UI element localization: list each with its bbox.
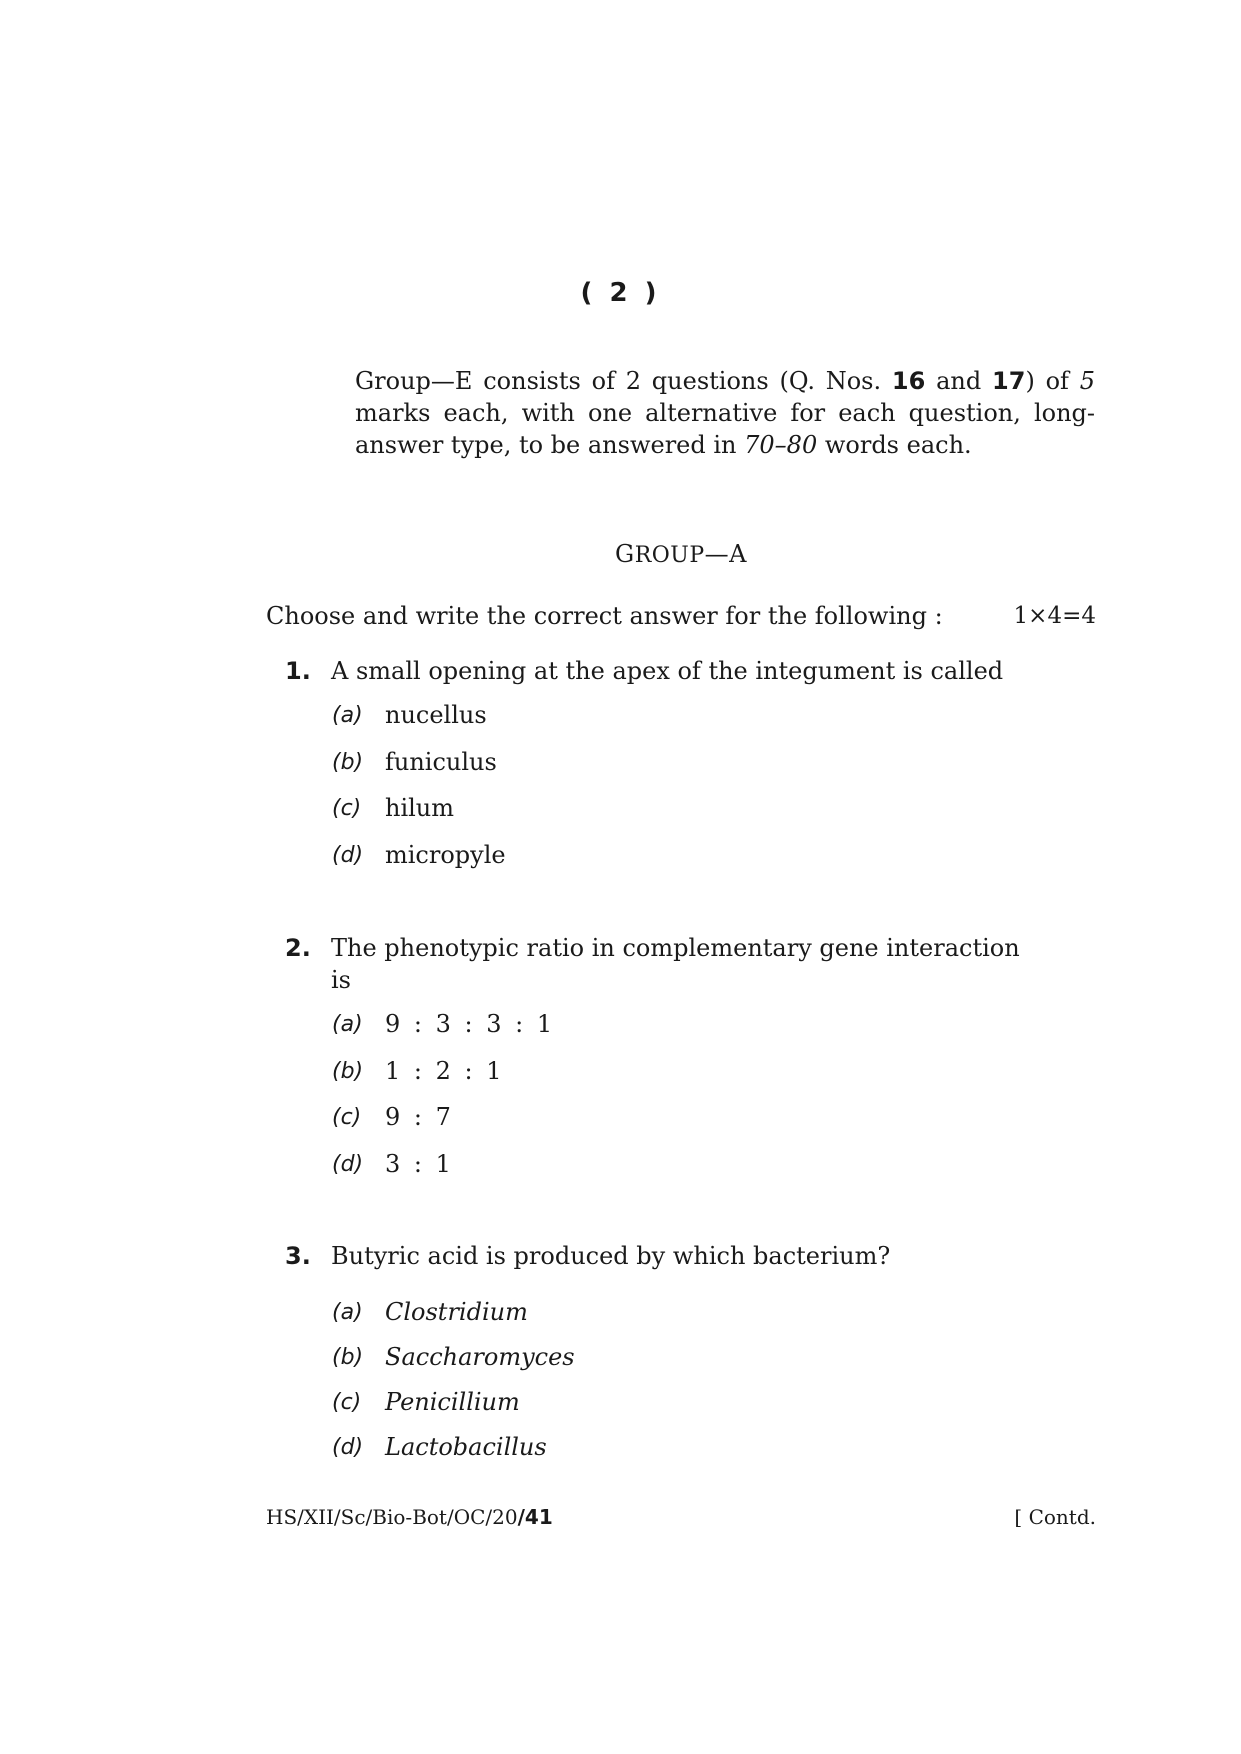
option-d: (d) Lactobacillus [332, 1433, 547, 1461]
option-list [332, 687, 1055, 873]
option-b: (b) 1 : 2 : 1 [332, 1056, 502, 1085]
instruction-marks: 1×4=4 [1013, 603, 1096, 629]
option-list [332, 996, 1055, 1182]
continued-marker: [ Contd. [1014, 1505, 1096, 1529]
option-c: (c) Penicillium [332, 1388, 520, 1416]
word-count: 70–80 [744, 431, 818, 459]
question-number-16: 16 [891, 367, 926, 395]
option-b: (b) funiculus [332, 747, 497, 776]
option-d: (d) micropyle [332, 840, 506, 869]
option-list [332, 1284, 1055, 1464]
question-3 [285, 1240, 1055, 1464]
question-number: 1. [285, 657, 311, 685]
option-a: (a) nucellus [332, 701, 487, 729]
marks-value: 5 [1079, 367, 1096, 395]
question-2 [285, 932, 1055, 1182]
option-a: (a) Clostridium [332, 1298, 528, 1326]
instruction-text: Choose and write the correct answer for the following : [266, 602, 943, 630]
question-text: The phenotypic ratio in complementary gene interaction is [331, 934, 1020, 994]
question-number: 2. [285, 934, 311, 962]
page-number: ( 2 ) [580, 278, 661, 308]
page-footer [266, 1505, 1096, 1529]
question-number: 3. [285, 1242, 311, 1270]
option-d: (d) 3 : 1 [332, 1149, 451, 1178]
group-e-note: Group—E consists of 2 questions (Q. Nos. 16 and 17) of 5 marks each, with one alternative for each question, long-answer type, to be answered in 70–80 words each. [355, 367, 1096, 459]
question-number-17: 17 [992, 367, 1026, 395]
option-c: (c) hilum [332, 794, 455, 822]
option-c: (c) 9 : 7 [332, 1103, 451, 1131]
instruction-line [266, 600, 1096, 632]
question-text: Butyric acid is produced by which bacterium? [331, 1242, 891, 1270]
paper-code: HS/XII/Sc/Bio-Bot/OC/20/41 [266, 1505, 553, 1529]
option-a: (a) 9 : 3 : 3 : 1 [332, 1010, 553, 1038]
question-1 [285, 655, 1055, 873]
option-b: (b) Saccharomyces [332, 1343, 575, 1371]
group-a-heading: GROUP—A [615, 540, 747, 568]
question-text: A small opening at the apex of the integument is called [331, 657, 1004, 685]
